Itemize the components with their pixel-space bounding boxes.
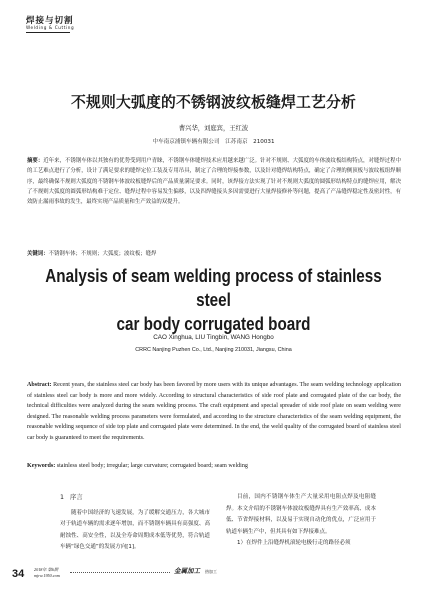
- keywords-cn-label: 关键词：: [27, 251, 49, 257]
- affiliation-cn: 中车南京浦镇车辆有限公司 江苏南京 210031: [152, 139, 275, 145]
- title-cn: 不规则大弧度的不锈钢波纹板缝焊工艺分析: [71, 94, 356, 111]
- title-en-line2: car body corrugated board: [116, 313, 311, 334]
- journal-header-en: Welding & Cutting: [26, 25, 75, 30]
- section-heading: [60, 492, 210, 504]
- abstract-cn-text: 近年来，不锈钢车体以其独有的优势受到用户青睐，不锈钢车体缝焊技术应用越来越广泛。针对不规则、大弧度的车体波纹板结构特点，对缝焊过程中的工艺难点进行了分析，设计了满足要求的缝焊定位工装及专用吊具，制定了合理的焊接参数，以及针对缝焊结构特点，确定了合理的侧顶板与波纹板组焊顺序，最终确保不规则大弧度的不锈钢车体波纹板缝焊后的产品质量满足要求。同时，该焊接方法实现了针对不规则大弧度的圆弧形结构特点的缝焊应用，解决了不规则大弧度的圆弧形结构难于定位、缝焊过程中容易发生偏移，以及四焊缝接头多因需要进行大量焊接修补等问题，提高了产品缝焊稳定性及密封性，有效防止漏雨事故的发生，最终实现产品质量和生产效益的双提升。: [27, 158, 401, 206]
- section-title: 序言: [70, 494, 83, 501]
- header-divider: [26, 32, 70, 33]
- keywords-cn-text: 不锈钢车体；不规则；大弧度；波纹板；缝焊: [48, 251, 157, 257]
- abstract-cn: [27, 156, 401, 207]
- footer-issue: 2018年 第6期: [34, 567, 59, 572]
- affiliation-en: CRRC Nanjing Puzhen Co., Ltd., Nanjing 210031, Jiangsu, China: [135, 347, 292, 353]
- authors-en: CAO Xinghua, LIU Tingbin, WANG Hongbo: [153, 334, 274, 341]
- abstract-en: [27, 380, 401, 443]
- title-en-line1: Analysis of seam welding process of stainless steel: [45, 265, 382, 310]
- page-number: 34: [12, 568, 25, 580]
- keywords-en-text: stainless steel body; irregular; large curvature; corrugated board; seam welding: [55, 463, 248, 469]
- section1-paragraph: 随着中国经济的飞速发展，为了缓解交通压力，各大城市对于轨道车辆的需求逐年增加，而不锈钢车辆具有高强度、高耐蚀性、高安全性，以及全寿命周期成本低等优势，符合轨道车辆“绿色交通”的发展方向[1]。: [60, 509, 210, 551]
- col2-paragraph-1: 目前，国内不锈钢车体生产大量采用电阻点焊及电阻缝焊。本文介绍的不锈钢车体波纹板缝焊具有生产效率高、成本低、节省焊接材料，以及易于实现自动化的优点，广泛应用于轨道车辆生产中，但其具有如下焊接难点。: [226, 494, 376, 535]
- footer-dotted-rule: [70, 572, 170, 573]
- journal-header-cn: 焊接与切割: [26, 16, 74, 26]
- abstract-en-label: Abstract:: [27, 382, 52, 388]
- abstract-en-text: Recent years, the stainless steel car body has been favored by more users with its unique advantages. The seam welding technology application of stainless steel car body is more and more widely. According to structural characteristics of side roof plate and corrugated plate of the car body, the technical difficulties were analyzed during the seam welding process. The craft equipment and special spreader of side roof plate on seam welding were designed. The reasonable welding process parameters were formulated, and according to the structure characteristics of the seam welding equipment, the reasonable welding sequence of side top plate and corrugated plate were determined. In the end, the weld quality of the corrugated board of stainless steel car body is guaranteed to meet the requirements.: [27, 382, 401, 441]
- abstract-cn-label: 摘要：: [27, 158, 44, 164]
- footer-magazine-sub: 热加工: [205, 569, 217, 574]
- col2-paragraph-2: 1）在焊件上沿缝焊机滚轮电极行走的路径必须: [237, 540, 351, 547]
- keywords-en-label: Keywords:: [27, 463, 56, 469]
- footer-magazine: 金属加工: [174, 567, 200, 575]
- section-number: 1: [60, 494, 65, 501]
- keywords-cn: [27, 249, 401, 257]
- authors-cn: 曹兴华，刘庭宾，王红波: [178, 125, 249, 132]
- footer-meta: [34, 567, 60, 579]
- body-column-left: [60, 492, 210, 554]
- body-column-right: [226, 492, 376, 550]
- title-en: [38, 264, 388, 336]
- keywords-en: [27, 463, 401, 469]
- footer-url: mjrw.1950.com: [34, 573, 60, 578]
